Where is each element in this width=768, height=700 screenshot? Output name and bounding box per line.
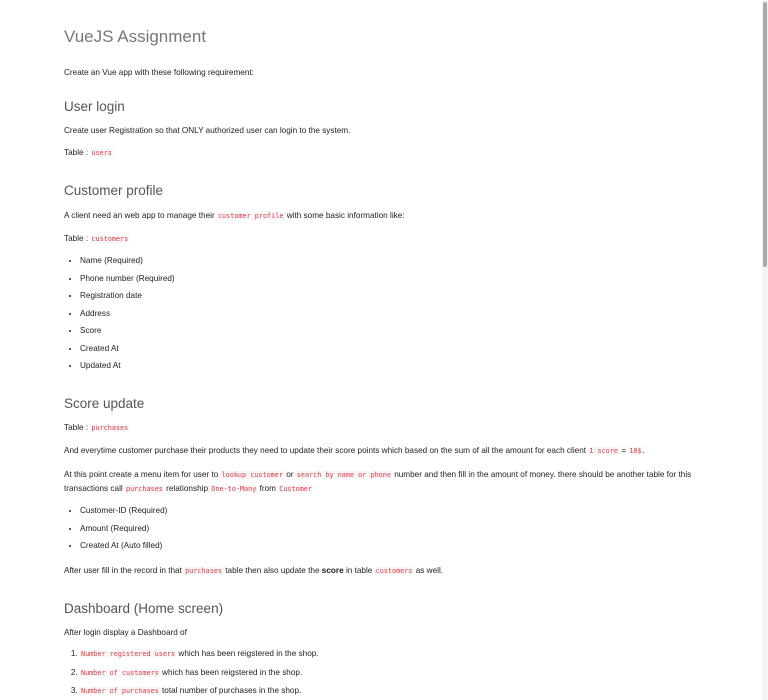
list-item: • Updated At xyxy=(80,360,724,371)
section-heading-score-update: Score update xyxy=(64,396,145,411)
list-item: • Created At xyxy=(80,343,724,354)
text-fragment: table then also update the xyxy=(225,566,320,575)
list-item: • Created At (Auto filled) xyxy=(80,540,724,551)
inline-code: customer profile xyxy=(217,212,284,220)
inline-code: One-to-Many xyxy=(211,485,257,493)
text-fragment: with some basic information like: xyxy=(286,211,405,220)
text-fragment: which has been reigstered in the shop. xyxy=(178,649,319,658)
list-item xyxy=(80,685,724,697)
text-fragment: in table xyxy=(345,566,373,575)
text-fragment: total number of purchases in the shop. xyxy=(162,686,302,695)
list-item: • Name (Required) xyxy=(80,255,724,266)
text-fragment: relationship xyxy=(166,484,208,493)
text-fragment: which has been reigstered in the shop. xyxy=(162,667,303,677)
table-label: Table : xyxy=(64,423,89,432)
inline-code: Number of purchases xyxy=(81,687,159,695)
text-fragment: At this point create a menu item for user to xyxy=(64,470,219,479)
list-item: • Customer-ID (Required) xyxy=(80,505,724,516)
inline-code: purchases xyxy=(185,567,222,575)
section-heading-customer-profile: Customer profile xyxy=(64,183,164,198)
inline-code: search by name or phone xyxy=(296,471,391,479)
login-table-line xyxy=(64,147,724,159)
section-heading-dashboard: Dashboard (Home screen) xyxy=(64,601,224,616)
list-item: • Registration date xyxy=(80,290,724,301)
inline-code: customers xyxy=(91,235,129,243)
customer-text xyxy=(64,210,724,222)
text-fragment: or xyxy=(286,470,294,479)
list-item: • Address xyxy=(80,308,724,319)
text-fragment: number and then fill in the amount of money. there should be another table for this transactions call xyxy=(64,470,692,493)
purchase-fields-list xyxy=(64,505,724,551)
intro-text: Create an Vue app with these following requirement: xyxy=(64,68,254,77)
inline-code: purchases xyxy=(126,485,163,493)
scrollbar-thumb[interactable] xyxy=(763,2,767,267)
inline-code: lookup customer xyxy=(221,471,283,479)
list-item: • Score xyxy=(80,325,724,336)
text-fragment: from xyxy=(259,484,276,493)
inline-code: customers xyxy=(375,567,413,575)
customer-table-line xyxy=(64,233,724,245)
text-fragment: as well. xyxy=(415,566,444,575)
inline-code: purchases xyxy=(91,424,129,432)
inline-code: Number of customers xyxy=(81,668,159,677)
login-text: Create user Registration so that ONLY authorized user can login to the system. xyxy=(64,126,351,135)
inline-code: Number registered users xyxy=(81,650,176,658)
text-fragment: A client need an web app to manage their xyxy=(64,211,215,220)
text-fragment: After user fill in the record in that xyxy=(64,566,182,575)
score-paragraph-1 xyxy=(64,445,724,457)
list-item: • Phone number (Required) xyxy=(80,273,724,284)
inline-code: 1 score xyxy=(589,447,618,455)
dashboard-list xyxy=(64,648,724,697)
table-label: Table : xyxy=(64,234,89,243)
document xyxy=(64,0,724,697)
text-fragment: And everytime customer purchase their products they need to update their score points which based on the sum of all the amount for each client xyxy=(64,446,587,455)
bold-text: score xyxy=(321,566,344,575)
score-paragraph-2 xyxy=(64,468,724,496)
inline-code: Customer xyxy=(279,485,312,493)
dashboard-text: After login display a Dashboard of xyxy=(64,628,187,637)
text-fragment: . xyxy=(642,446,645,455)
list-item: • Amount (Required) xyxy=(80,523,724,534)
list-item xyxy=(80,648,724,660)
section-heading-user-login: User login xyxy=(64,99,125,114)
table-label: Table : xyxy=(64,148,89,157)
inline-code: users xyxy=(91,149,112,157)
text-fragment: = xyxy=(621,446,627,455)
list-item xyxy=(80,667,724,679)
inline-code: 10$ xyxy=(629,447,642,455)
page-title: VueJS Assignment xyxy=(64,27,207,46)
vertical-scrollbar[interactable] xyxy=(762,0,768,700)
score-paragraph-3 xyxy=(64,565,724,577)
score-table-line xyxy=(64,422,724,434)
customer-fields-list xyxy=(64,255,724,371)
